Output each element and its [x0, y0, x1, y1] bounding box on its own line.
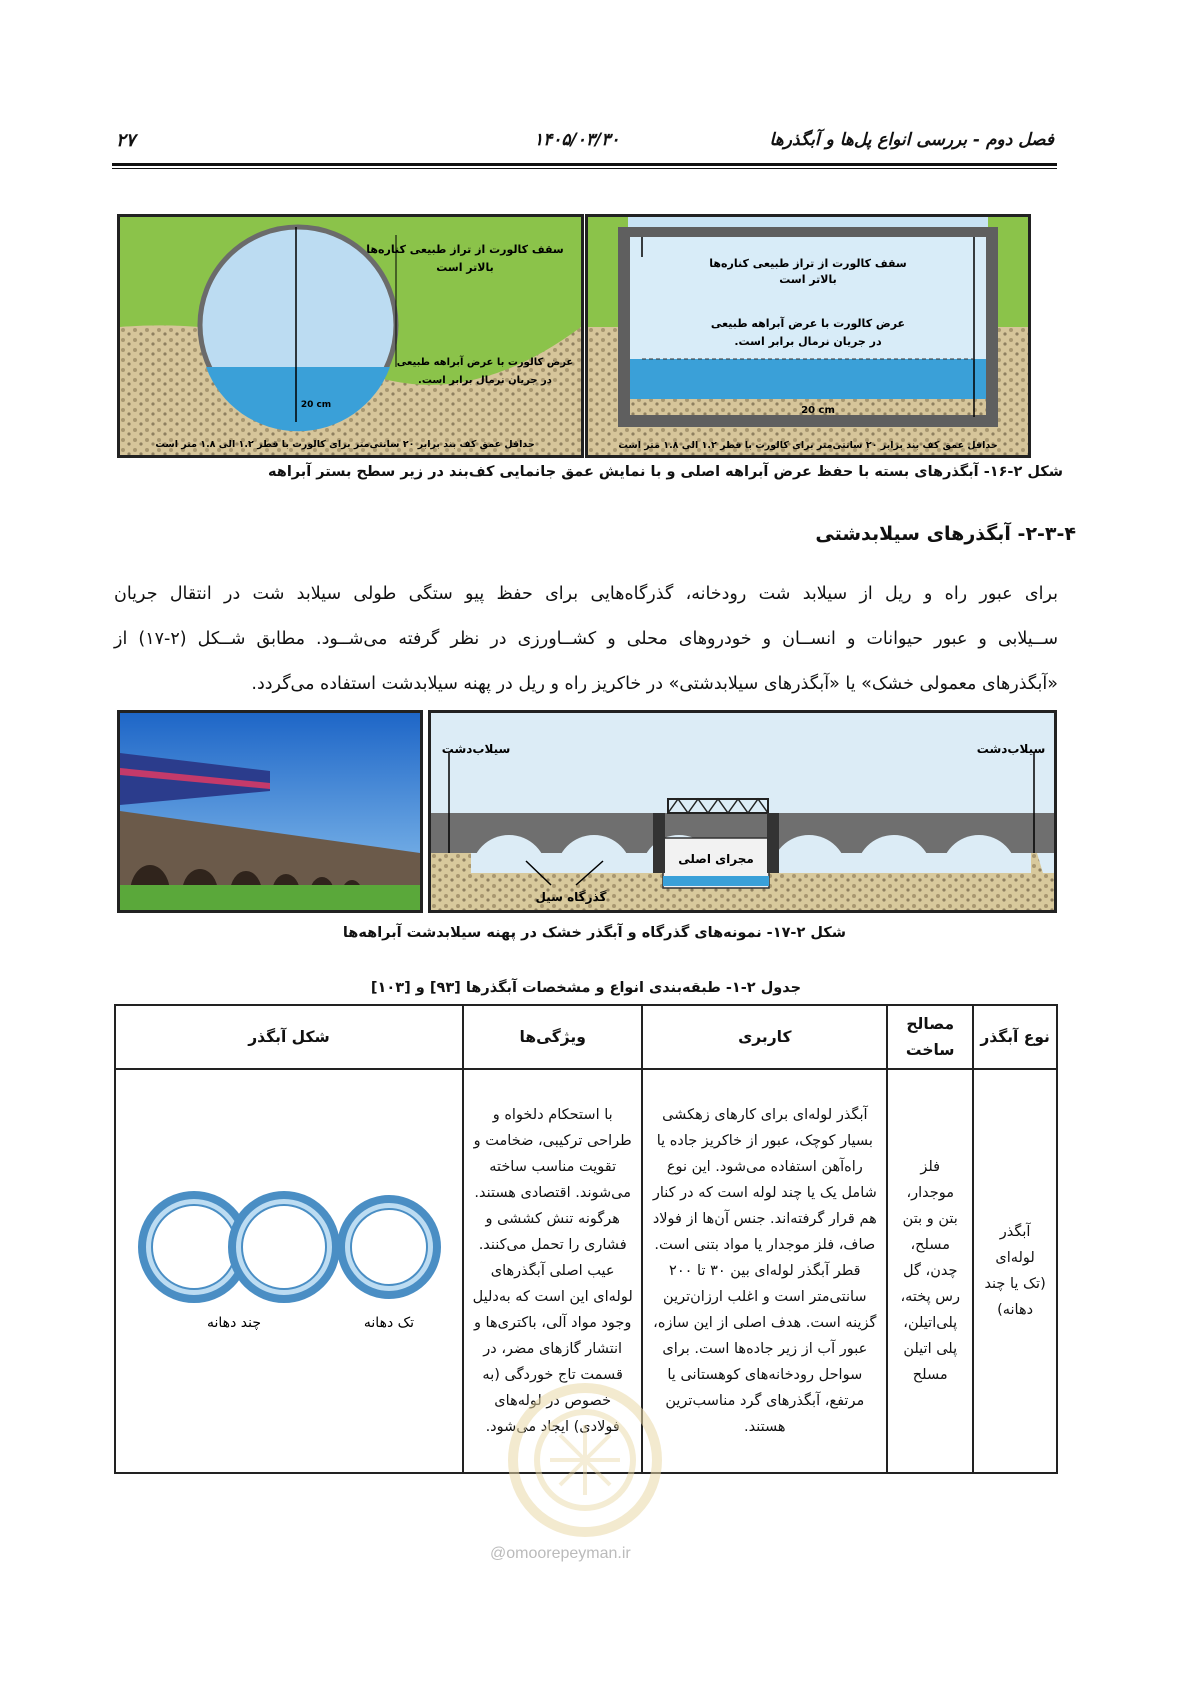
section-title: ۲-۳-۴- آبگذرهای سیلابدشتی [815, 523, 1076, 545]
cell-material: فلز موجدار، بتن و بتن مسلح، چدن، گل رس پخته، پلی‌اتیلن، پلی اتیلن مسلح [887, 1069, 973, 1473]
paragraph-line-1: برای عبور راه و ریل از سیلابد شت رودخانه، گذرگاه‌هایی برای حفظ پیو ستگی طولی سیلابد شت در انتقال جریان [114, 584, 1058, 604]
f16r-depth: 20 cm [801, 405, 835, 416]
f16r-label-top-2: بالاتر است [779, 273, 837, 286]
f16l-label-top-1: سقف کالورت از تراز طبیعی کناره‌ها [366, 243, 564, 256]
figure17-caption: شکل ۲-۱۷- نمونه‌های گذرگاه و آبگذر خشک در پهنه سیلابدشت آبراهه‌ها [342, 925, 846, 941]
shape-multi-label: چند دهانه [207, 1314, 261, 1331]
figure16-caption: شکل ۲-۱۶- آبگذرهای بسته با حفظ عرض آبراهه اصلی و با نمایش عمق جانمایی کف‌بند در زیر سطح بستر آبراهه [267, 464, 1063, 480]
header-rule-thin [112, 168, 1057, 169]
publisher-seal-logo [490, 1380, 680, 1540]
chapter-title: فصل دوم - بررسی انواع پل‌ها و آبگذرها [769, 130, 1054, 150]
f16l-depth: 20 cm [300, 400, 332, 410]
multi-barrel-pipe-b-inner [242, 1205, 326, 1289]
shape-single-label: تک دهانه [363, 1314, 415, 1331]
figure17-viaduct-photo [117, 710, 423, 913]
flood-crossing-label: گذرگاه سیل [535, 890, 607, 904]
section-paragraph [114, 572, 1058, 707]
figure16-pipe-culvert [117, 214, 584, 458]
col-header-type: نوع آبگذر [973, 1005, 1057, 1069]
f16r-label-mid-1: عرض کالورت با عرض آبراهه طبیعی [710, 317, 906, 330]
col-header-use: کاربری [642, 1005, 887, 1069]
f16l-label-mid-2: در جریان نرمال برابر است. [418, 375, 552, 386]
col-header-material: مصالح ساخت [887, 1005, 973, 1069]
header-date: ۱۴۰۵/۰۳/۳۰ [534, 130, 620, 150]
table-caption: جدول ۲-۱- طبقه‌بندی انواع و مشخصات آبگذرها [۹۳] و [۱۰۳] [370, 980, 802, 996]
cell-use: آبگذر لوله‌ای برای کارهای زهکشی بسیار کوچک، عبور از خاکریز جاده یا راه‌آهن استفاده می‌شود. این نوع شامل یک یا چند لوله است که در کنار هم قرار گرفته‌اند. جنس آن‌ها از فولاد صاف، فلز موجدار یا مواد بتنی است. قطر آبگذر لوله‌ای بین ۳۰ تا ۲۰۰ سانتی‌متر است و اغلب ارزان‌ترین گزینه است. هدف اصلی از این سازه، عبور آب از زیر جاده‌ها است. برای سواحل رودخانه‌های کوهستانی یا مرتفع، آبگذرهای گرد مناسب‌ترین هستند. [642, 1069, 887, 1473]
col-header-features: ویژگی‌ها [463, 1005, 642, 1069]
single-barrel-pipe-inner [351, 1209, 427, 1285]
page-number: ۲۷ [116, 130, 136, 151]
page-header [114, 128, 1054, 158]
figure17-schematic [428, 710, 1057, 913]
col-header-shape: شکل آبگذر [115, 1005, 463, 1069]
multi-barrel-pipe-a-inner [152, 1205, 236, 1289]
f16r-bottom-note: حداقل عمق کف بند برابر ۲۰ سانتی‌متر برای کالورت با قطر ۱.۲ الی ۱.۸ متر است [618, 440, 998, 451]
f16r-label-mid-2: در جریان نرمال برابر است. [734, 335, 882, 348]
pipe-shapes-diagram [124, 1182, 454, 1352]
header-rule [112, 163, 1057, 166]
floodplain-left-label: سیلاب‌دشت [441, 742, 511, 756]
f16l-label-top-2: بالاتر است [436, 261, 494, 274]
watermark-text: @omoorepeyman.ir [490, 1545, 631, 1562]
figure16-box-culvert [585, 214, 1031, 458]
f16l-bottom-note: حداقل عمق کف بند برابر ۲۰ سانتی‌متر برای کالورت با قطر ۱.۲ الی ۱.۸ متر است [155, 439, 535, 450]
cell-shape [115, 1069, 463, 1473]
f16r-label-top-1: سقف کالورت از تراز طبیعی کناره‌ها [709, 257, 907, 270]
paragraph-line-3: «آبگذرهای معمولی خشک» یا «آبگذرهای سیلابدشتی» در خاکریز راه و ریل در پهنه سیلابدشت استفاده می‌گردد. [251, 674, 1058, 694]
cell-type: آبگذر لوله‌ای (تک یا چند دهانه) [973, 1069, 1057, 1473]
table-header-row [115, 1005, 1057, 1069]
cell-features: با استحکام دلخواه و طراحی ترکیبی، ضخامت و تقویت مناسب ساخته می‌شوند. اقتصادی هستند. هرگونه تنش کششی و فشاری را تحمل می‌کنند. عیب اصلی آبگذرهای لوله‌ای این است که به‌دلیل وجود مواد آلی، باکتری‌ها و انتشار گازهای مضر، در قسمت تاج خوردگی (به خصوص در لوله‌های فولادی) ایجاد می‌شود. [463, 1069, 642, 1473]
f16l-label-mid-1: عرض کالورت با عرض آبراهه طبیعی [396, 357, 574, 368]
floodplain-right-label: سیلاب‌دشت [976, 742, 1046, 756]
main-channel-label: مجرای اصلی [678, 852, 754, 866]
paragraph-line-2: ســیلابی و عبور حیوانات و انســان و خودروهای محلی و کشــاورزی در نظر گرفته می‌شــود. مطابق شــکل (۲-۱۷) از [114, 629, 1059, 649]
